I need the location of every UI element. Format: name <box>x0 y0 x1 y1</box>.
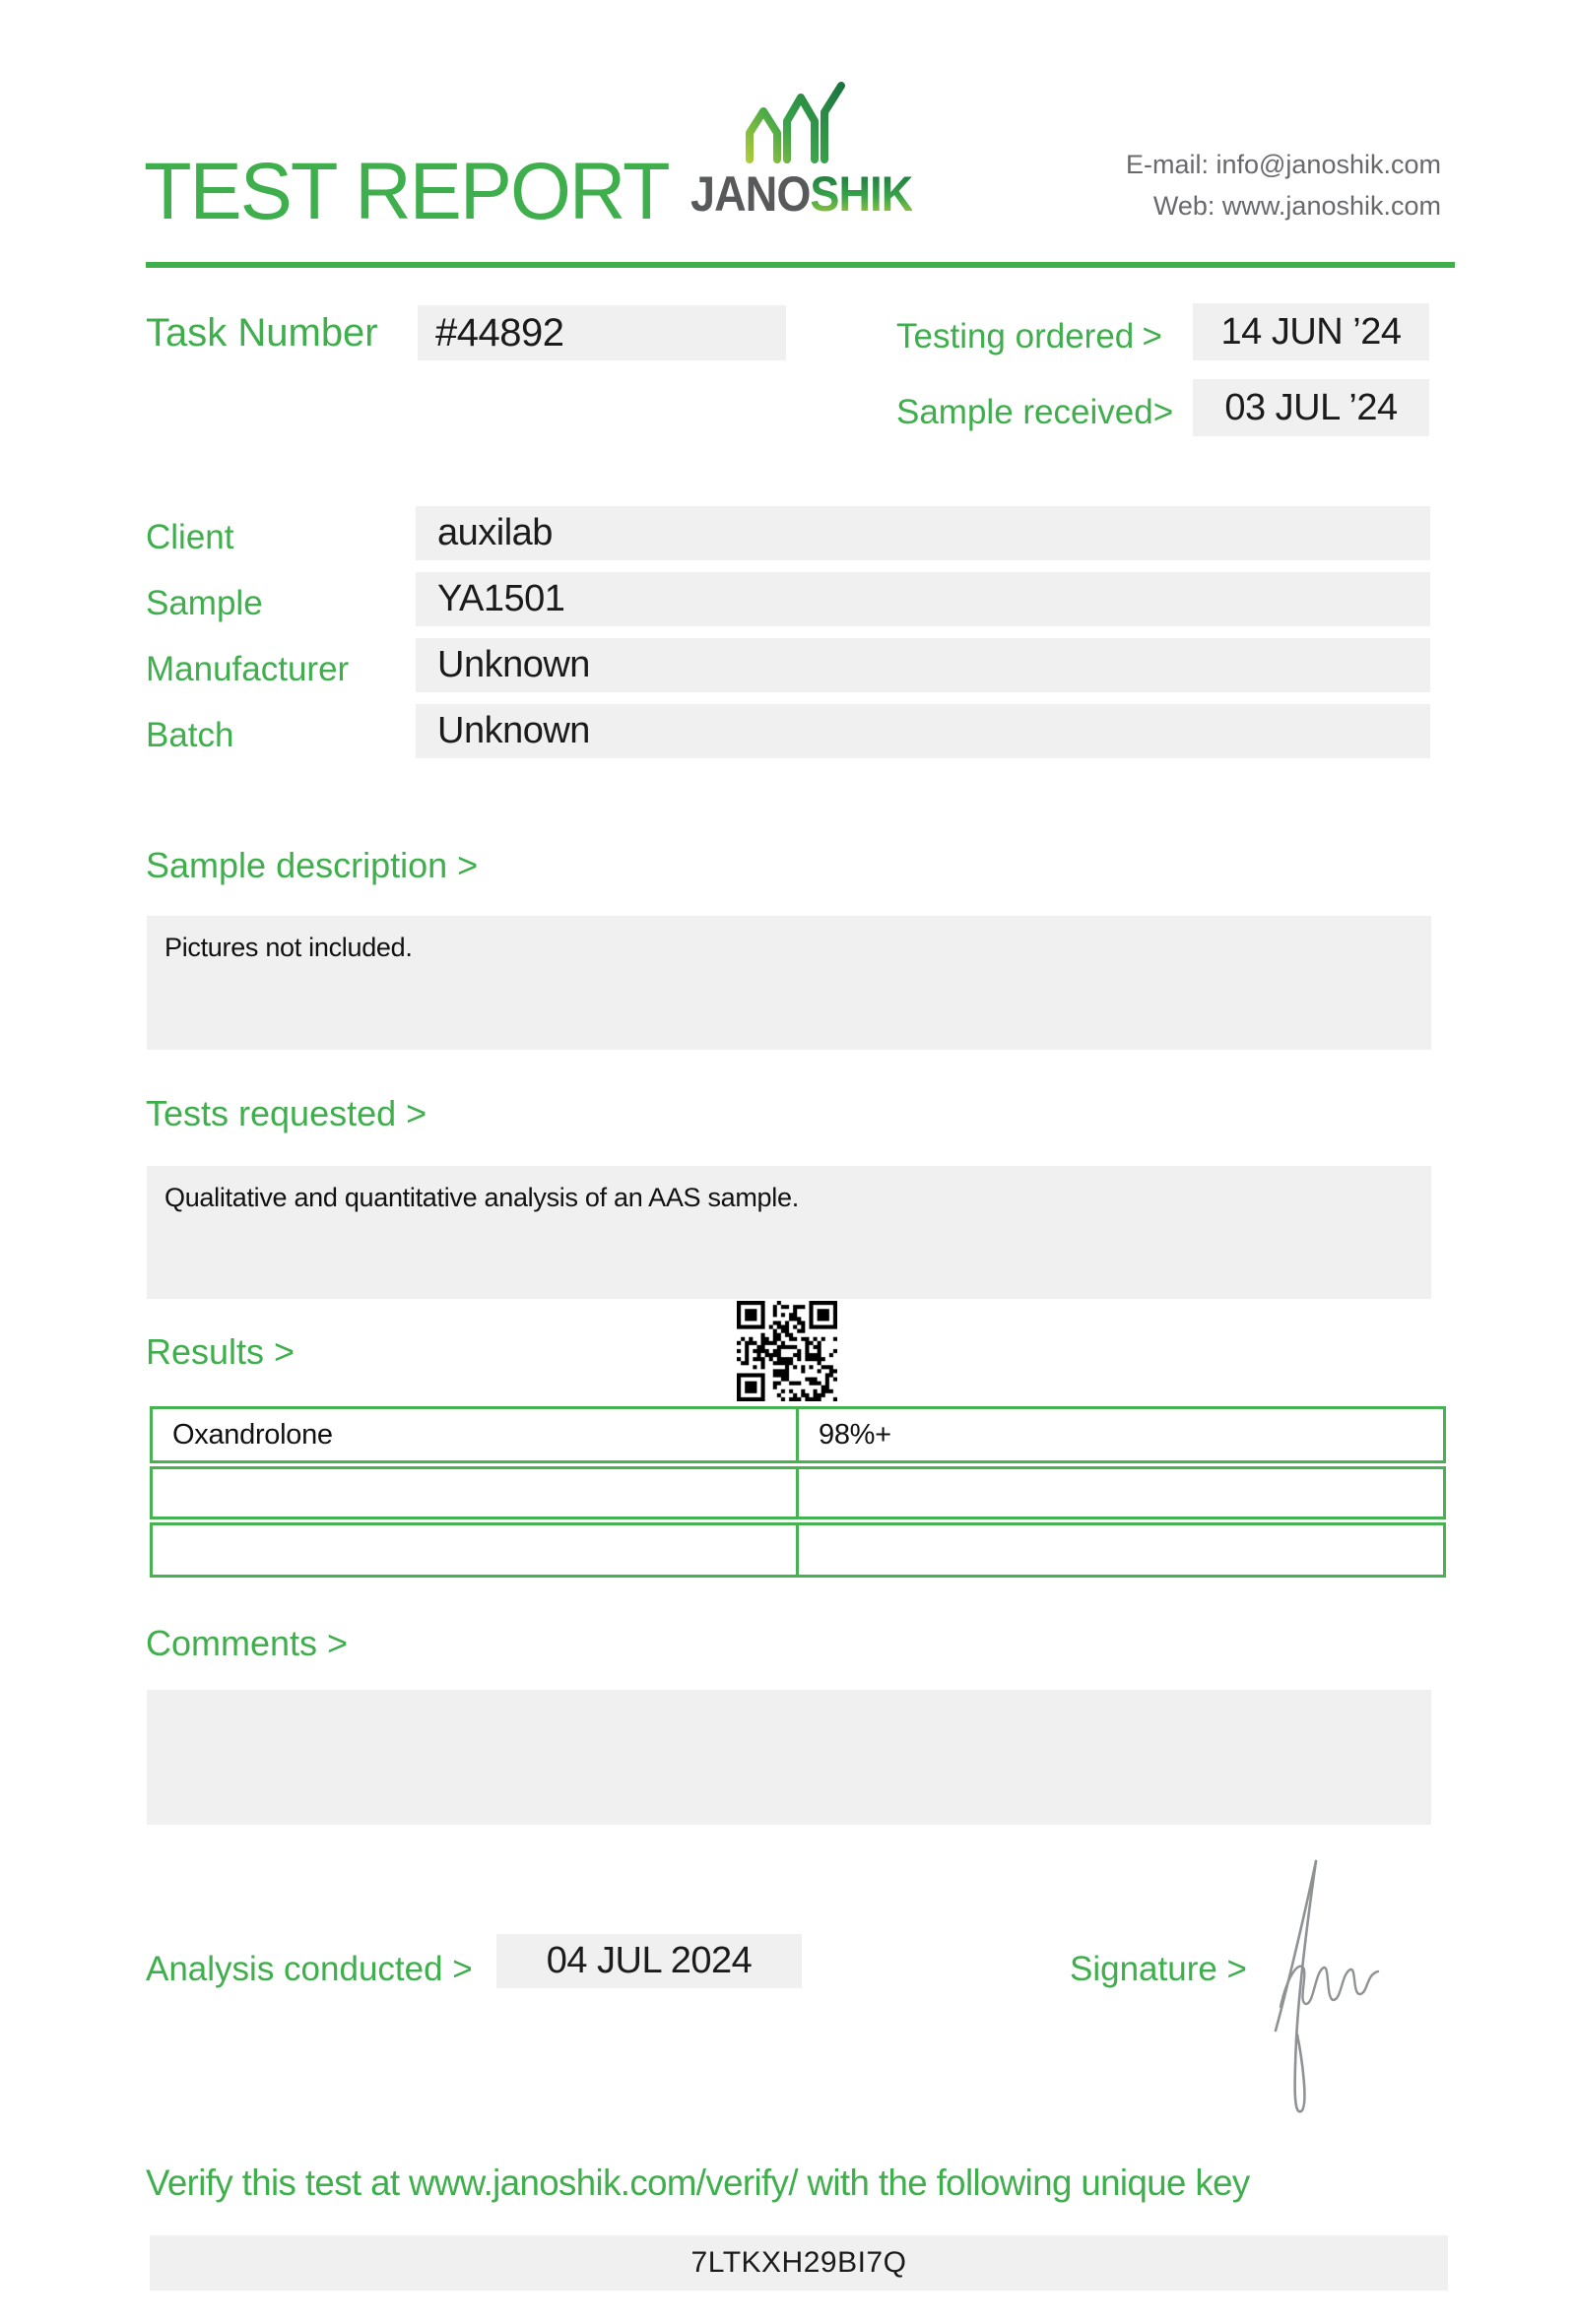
tests-requested-box <box>147 1166 1431 1299</box>
results-table-row <box>150 1466 1446 1519</box>
sample-description-box <box>147 916 1431 1050</box>
tests-requested-text: Qualitative and quantitative analysis of an AAS sample. <box>164 1183 799 1212</box>
chevron-right-icon: > <box>1152 393 1174 431</box>
result-value <box>819 1469 1433 1517</box>
sample-label: Sample <box>146 584 263 622</box>
contact-web: Web: www.janoshik.com <box>1152 191 1441 221</box>
result-value <box>819 1525 1433 1575</box>
page-title: TEST REPORT <box>144 147 669 236</box>
batch-value: Unknown <box>416 704 1430 758</box>
result-substance: Oxandrolone <box>172 1418 333 1451</box>
task-number-label: Task Number <box>146 311 378 355</box>
logo-wordmark <box>690 165 912 223</box>
client-label: Client <box>146 518 234 556</box>
result-substance <box>172 1525 783 1575</box>
manufacturer-label: Manufacturer <box>146 650 350 688</box>
verify-key: 7LTKXH29BI7Q <box>150 2235 1448 2291</box>
manufacturer-value: Unknown <box>416 638 1430 692</box>
comments-heading: Comments > <box>146 1623 349 1663</box>
results-table-row <box>150 1522 1446 1578</box>
table-column-divider <box>796 1469 799 1517</box>
results-table-row <box>150 1406 1446 1463</box>
comments-box <box>147 1690 1431 1825</box>
header-divider <box>146 262 1455 268</box>
client-value: auxilab <box>416 506 1430 560</box>
verify-instruction: Verify this test at www.janoshik.com/verify/ with the following unique key <box>146 2163 1250 2203</box>
sample-description-text: Pictures not included. <box>164 933 413 962</box>
analysis-conducted-value: 04 JUL 2024 <box>496 1934 802 1988</box>
sample-value: YA1501 <box>416 572 1430 626</box>
task-number-value: #44892 <box>418 305 786 360</box>
logo-chart-icon <box>739 77 847 172</box>
tests-requested-heading: Tests requested > <box>146 1093 427 1133</box>
results-heading: Results > <box>146 1331 296 1372</box>
batch-label: Batch <box>146 716 234 754</box>
signature-label: Signature > <box>1070 1950 1247 1988</box>
testing-ordered-label: Testing ordered > <box>896 317 1162 355</box>
chevron-right-icon: > <box>1142 317 1162 355</box>
logo-wordmark-jano: JANO <box>690 166 811 222</box>
analysis-conducted-label: Analysis conducted > <box>146 1950 473 1988</box>
sample-description-heading: Sample description > <box>146 845 479 885</box>
table-column-divider <box>796 1409 799 1460</box>
logo-wordmark-shik: SHIK <box>810 166 913 222</box>
result-value: 98%+ <box>819 1418 891 1451</box>
table-column-divider <box>796 1525 799 1575</box>
signature-image <box>1264 1847 1392 2148</box>
testing-ordered-value: 14 JUN ’24 <box>1193 303 1429 360</box>
contact-info <box>1126 144 1441 226</box>
sample-received-value: 03 JUL ’24 <box>1193 379 1429 436</box>
contact-email: E-mail: info@janoshik.com <box>1125 150 1441 179</box>
qr-code <box>737 1301 837 1401</box>
sample-received-label: Sample received > <box>896 393 1174 431</box>
result-substance <box>172 1469 783 1517</box>
